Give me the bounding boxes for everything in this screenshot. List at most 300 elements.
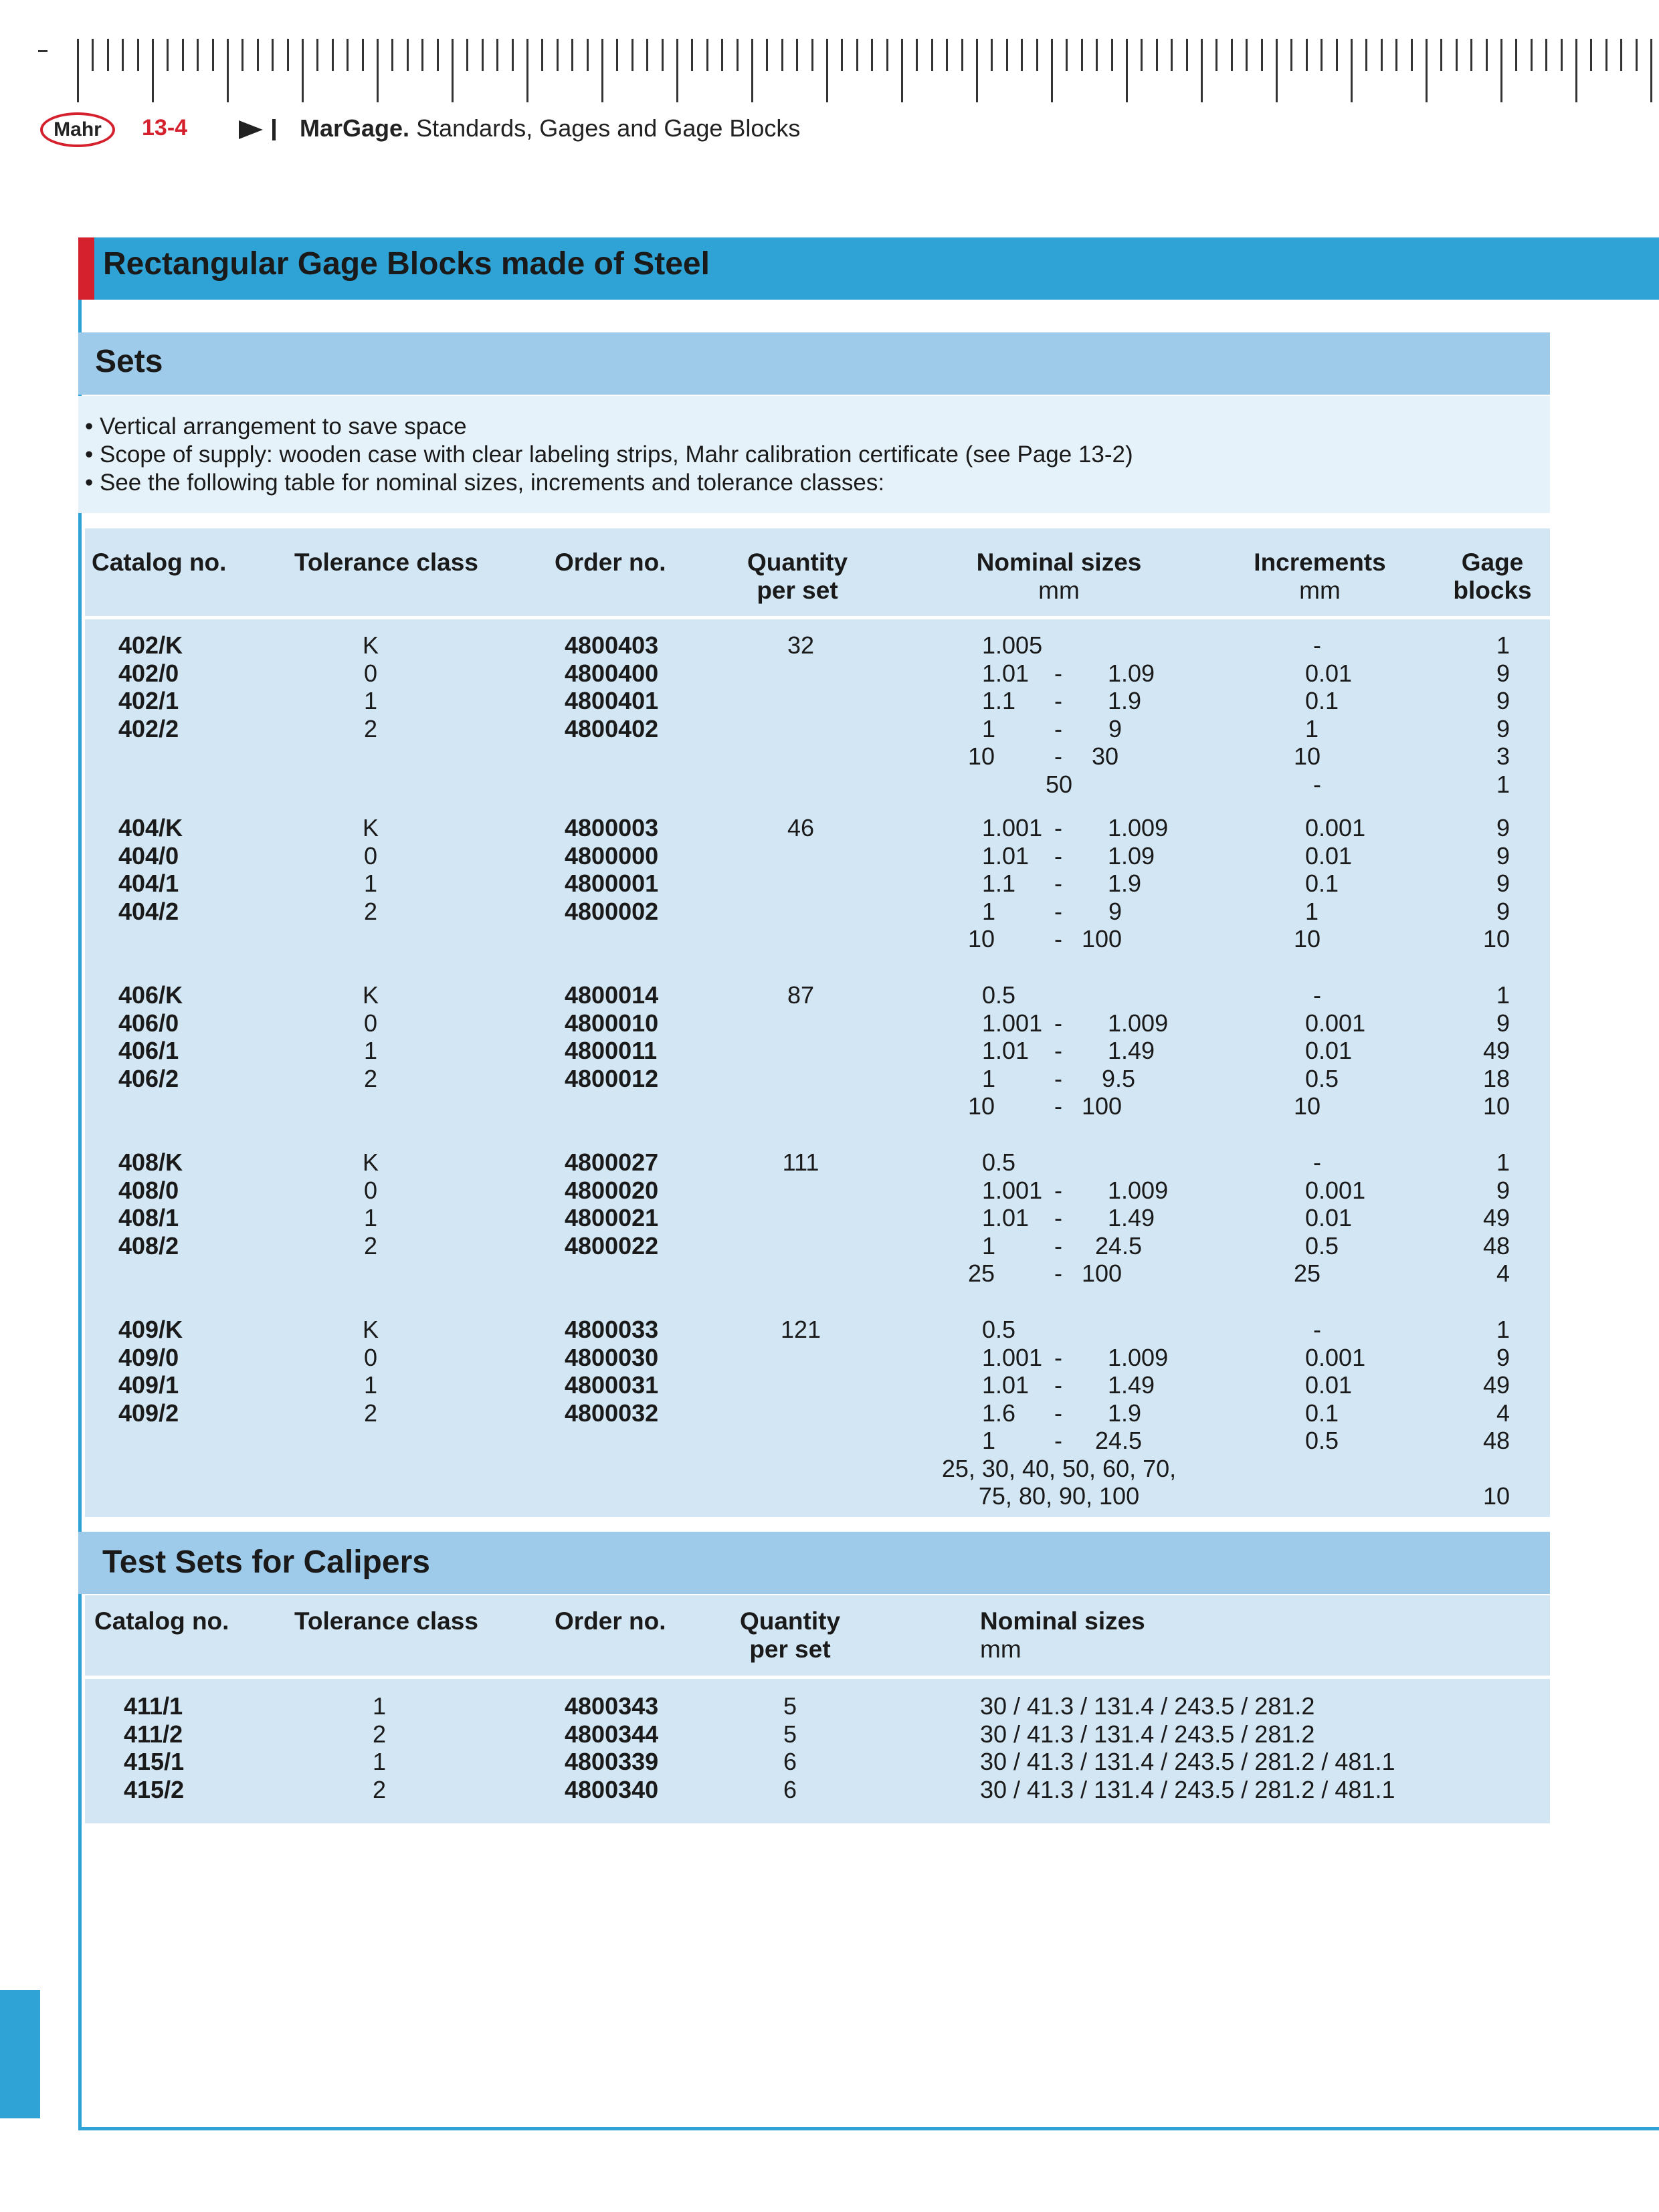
gage-block-count: 10 — [1482, 1482, 1510, 1510]
gage-block-count: 1 — [1496, 770, 1510, 798]
ruler-tick — [1261, 39, 1263, 71]
ruler-tick — [1171, 39, 1173, 71]
print-ruler — [77, 39, 1659, 102]
nominal-size-to: 9 — [1108, 897, 1123, 925]
range-dash: - — [1054, 1037, 1062, 1064]
ruler-tick — [1036, 39, 1038, 71]
tolerance-class: 0 — [363, 1009, 378, 1037]
tolerance-class: 2 — [363, 897, 378, 925]
tolerance-class: 0 — [363, 1176, 378, 1204]
increment: 0.1 — [1305, 1399, 1339, 1427]
order-no: 4800401 — [565, 687, 659, 714]
increment: 10 — [1294, 742, 1321, 770]
order-no: 4800021 — [565, 1204, 659, 1231]
nominal-size-from: 1.001 — [982, 1343, 1043, 1371]
ruler-tick — [1351, 39, 1353, 102]
range-dash: - — [1054, 1343, 1062, 1371]
gage-block-count: 1 — [1496, 1316, 1510, 1343]
ruler-tick — [437, 39, 439, 71]
ruler-tick — [1575, 39, 1577, 102]
range-dash: - — [1054, 841, 1062, 870]
catalog-no: 411/1 — [124, 1692, 183, 1720]
calipers-heading-bar — [78, 1532, 1550, 1594]
tolerance-class: 0 — [363, 659, 378, 687]
ruler-tick — [587, 39, 589, 71]
calipers-table-header — [85, 1595, 1550, 1676]
range-dash: - — [1054, 659, 1062, 687]
col-increments-label: Increments — [1254, 548, 1386, 576]
ruler-tick — [1636, 39, 1638, 71]
play-arrow-icon — [239, 120, 263, 139]
nominal-size-from: 1.001 — [982, 1176, 1043, 1204]
col-catalog: Catalog no. — [94, 1607, 229, 1635]
increment: 0.01 — [1305, 659, 1353, 687]
quantity-per-set: 5 — [783, 1692, 797, 1720]
gage-block-count: 48 — [1482, 1231, 1510, 1260]
catalog-no: 404/2 — [118, 897, 179, 925]
gage-block-count: 49 — [1482, 1037, 1510, 1064]
nominal-size-to: 1.9 — [1108, 1399, 1142, 1427]
range-dash: - — [1054, 1399, 1062, 1427]
ruler-tick — [766, 39, 768, 71]
ruler-tick — [1006, 39, 1008, 71]
sets-heading: Sets — [95, 344, 163, 379]
col-quantity-line1: Quantity — [739, 1607, 841, 1635]
nominal-size-to: 100 — [1082, 925, 1123, 952]
tolerance-class: 1 — [363, 1204, 378, 1231]
frame-left-border — [78, 237, 82, 2130]
range-dash: - — [1054, 925, 1062, 952]
title-accent — [78, 237, 94, 300]
nominal-size-from: 0.5 — [982, 1316, 1016, 1343]
ruler-tick — [152, 39, 154, 102]
gage-block-count: 1 — [1496, 631, 1510, 659]
range-dash: - — [1054, 1204, 1062, 1231]
ruler-tick — [931, 39, 933, 71]
catalog-no: 409/0 — [118, 1343, 179, 1371]
quantity-per-set: 46 — [787, 814, 815, 841]
ruler-tick — [1426, 39, 1428, 102]
page-title: Rectangular Gage Blocks made of Steel — [103, 246, 710, 282]
range-dash: - — [1054, 714, 1062, 742]
ruler-tick — [1051, 39, 1053, 102]
range-dash: - — [1054, 687, 1062, 714]
ruler-tick — [541, 39, 543, 71]
ruler-tick — [1440, 39, 1442, 71]
gage-block-count: 9 — [1496, 1176, 1510, 1204]
tolerance-class: 2 — [363, 714, 378, 742]
ruler-tick — [781, 39, 783, 71]
col-increments — [1254, 548, 1385, 605]
ruler-tick — [407, 39, 409, 71]
ruler-tick — [1486, 39, 1488, 71]
order-no: 4800003 — [565, 814, 659, 841]
gage-block-count: 1 — [1496, 1148, 1510, 1176]
ruler-tick — [631, 39, 633, 71]
tolerance-class: K — [362, 981, 379, 1009]
col-quantity — [747, 548, 848, 605]
gage-block-count: 4 — [1496, 1260, 1510, 1287]
ruler-tick — [77, 39, 79, 102]
gage-block-count: 9 — [1496, 687, 1510, 714]
sets-heading-bar — [78, 332, 1550, 395]
margin-dash — [38, 50, 47, 52]
ruler-tick — [601, 39, 603, 102]
range-dash: - — [1054, 870, 1062, 897]
nominal-size-from: 1 — [982, 1427, 996, 1454]
breadcrumb-subtitle: Standards, Gages and Gage Blocks — [416, 114, 801, 142]
nominal-size-from: 1 — [982, 1231, 996, 1260]
gage-block-count: 10 — [1482, 925, 1510, 952]
quantity-per-set: 87 — [787, 981, 815, 1009]
ruler-tick — [1215, 39, 1217, 71]
quantity-per-set: 6 — [783, 1748, 797, 1775]
ruler-tick — [1096, 39, 1098, 71]
range-dash: - — [1054, 1009, 1062, 1037]
tolerance-class: 2 — [372, 1720, 387, 1748]
tolerance-class: 2 — [363, 1231, 378, 1260]
ruler-tick — [886, 39, 888, 71]
title-bar — [78, 237, 1659, 300]
col-nominal — [980, 1607, 1145, 1664]
increment: 0.5 — [1305, 1231, 1339, 1260]
ruler-tick — [1111, 39, 1113, 71]
catalog-no: 404/0 — [118, 841, 179, 870]
ruler-tick — [1321, 39, 1323, 71]
order-no: 4800403 — [565, 631, 659, 659]
ruler-tick — [167, 39, 169, 71]
col-gage-line1: Gage — [1461, 548, 1524, 576]
ruler-tick — [916, 39, 918, 71]
mahr-logo: Mahr — [40, 112, 115, 147]
ruler-tick — [1381, 39, 1383, 71]
ruler-tick — [1531, 39, 1533, 71]
gage-block-count: 9 — [1496, 814, 1510, 841]
ruler-tick — [421, 39, 423, 71]
catalog-no: 402/1 — [118, 687, 179, 714]
ruler-tick — [302, 39, 304, 102]
catalog-no: 406/K — [118, 981, 183, 1009]
gage-block-count: 48 — [1482, 1427, 1510, 1454]
catalog-no: 406/2 — [118, 1064, 179, 1092]
nominal-size-from: 1.1 — [982, 870, 1016, 897]
ruler-tick — [466, 39, 468, 71]
col-tolerance: Tolerance class — [294, 548, 478, 576]
tolerance-class: 2 — [363, 1399, 378, 1427]
range-dash: - — [1054, 1371, 1062, 1399]
catalog-no: 408/1 — [118, 1204, 179, 1231]
col-order: Order no. — [555, 1607, 666, 1635]
ruler-tick — [512, 39, 514, 71]
sets-table-header — [85, 528, 1550, 616]
range-dash: - — [1054, 742, 1062, 770]
nominal-size-to: 1.009 — [1108, 814, 1169, 841]
ruler-tick — [526, 39, 528, 102]
nominal-sizes: 30 / 41.3 / 131.4 / 243.5 / 281.2 / 481.1 — [980, 1775, 1395, 1803]
order-no: 4800031 — [565, 1371, 659, 1399]
order-no: 4800343 — [565, 1692, 659, 1720]
increment: 0.1 — [1305, 870, 1339, 897]
tolerance-class: K — [362, 1316, 379, 1343]
ruler-tick — [1290, 39, 1292, 71]
ruler-tick — [482, 39, 484, 71]
ruler-tick — [1395, 39, 1397, 71]
nominal-size-from: 1.01 — [982, 1204, 1030, 1231]
nominal-size-from: 1.01 — [982, 659, 1030, 687]
ruler-tick — [751, 39, 753, 102]
ruler-tick — [871, 39, 873, 71]
ruler-tick — [1186, 39, 1188, 71]
ruler-tick — [391, 39, 393, 71]
ruler-tick — [841, 39, 843, 71]
ruler-tick — [496, 39, 498, 71]
nominal-size-to: 1.49 — [1108, 1037, 1155, 1064]
col-order: Order no. — [555, 548, 666, 576]
ruler-tick — [796, 39, 798, 71]
ruler-tick — [347, 39, 349, 71]
ruler-tick — [1231, 39, 1233, 71]
ruler-tick — [1470, 39, 1472, 71]
nominal-size: 50 — [1045, 770, 1073, 798]
gage-block-count: 49 — [1482, 1204, 1510, 1231]
increment: - — [1313, 631, 1321, 659]
col-quantity-line1: Quantity — [747, 548, 848, 576]
tolerance-class: K — [362, 1148, 379, 1176]
nominal-size-from: 10 — [968, 742, 995, 770]
col-quantity-line2: per set — [757, 577, 838, 604]
tolerance-class: 0 — [363, 841, 378, 870]
increment: 10 — [1294, 1092, 1321, 1120]
gage-block-count: 3 — [1496, 742, 1510, 770]
ruler-tick — [197, 39, 199, 71]
ruler-tick — [1456, 39, 1458, 71]
ruler-tick — [662, 39, 664, 71]
ruler-tick — [991, 39, 993, 71]
ruler-tick — [182, 39, 184, 71]
side-tab-marker — [0, 1990, 40, 2118]
order-no: 4800032 — [565, 1399, 659, 1427]
nominal-size: 25, 30, 40, 50, 60, 70, — [941, 1454, 1177, 1482]
nominal-size-from: 1 — [982, 1064, 996, 1092]
increment: 0.001 — [1305, 814, 1366, 841]
ruler-tick — [961, 39, 963, 71]
catalog-no: 404/K — [118, 814, 183, 841]
ruler-tick — [1561, 39, 1563, 71]
catalog-no: 411/2 — [124, 1720, 183, 1748]
ruler-tick — [691, 39, 693, 71]
ruler-tick — [362, 39, 364, 71]
ruler-tick — [1201, 39, 1203, 102]
ruler-tick — [737, 39, 739, 71]
nominal-size-to: 1.9 — [1108, 870, 1142, 897]
range-dash: - — [1054, 897, 1062, 925]
page-number: 13-4 — [142, 115, 188, 140]
nominal-size-to: 1.09 — [1108, 659, 1155, 687]
nominal-size-to: 1.09 — [1108, 841, 1155, 870]
col-tolerance: Tolerance class — [294, 1607, 478, 1635]
nominal-size-to: 30 — [1092, 742, 1119, 770]
catalog-no: 408/2 — [118, 1231, 179, 1260]
increment: 0.01 — [1305, 841, 1353, 870]
gage-block-count: 9 — [1496, 1009, 1510, 1037]
increment: - — [1313, 981, 1321, 1009]
nominal-size-from: 0.5 — [982, 1148, 1016, 1176]
ruler-tick — [1276, 39, 1278, 102]
nominal-size-from: 1.01 — [982, 1037, 1030, 1064]
nominal-size-to: 100 — [1082, 1260, 1123, 1287]
col-nominal-label: Nominal sizes — [980, 1607, 1145, 1635]
nominal-size-from: 10 — [968, 925, 995, 952]
ruler-tick — [1365, 39, 1367, 71]
order-no: 4800030 — [565, 1343, 659, 1371]
nominal-size-to: 100 — [1082, 1092, 1123, 1120]
range-dash: - — [1054, 1176, 1062, 1204]
ruler-tick — [122, 39, 124, 71]
nominal-size-to: 1.009 — [1108, 1343, 1169, 1371]
ruler-tick — [856, 39, 858, 71]
ruler-tick — [1306, 39, 1308, 71]
catalog-no: 404/1 — [118, 870, 179, 897]
tolerance-class: K — [362, 814, 379, 841]
catalog-no: 415/2 — [124, 1775, 185, 1803]
breadcrumb — [300, 114, 800, 142]
ruler-tick — [1066, 39, 1068, 71]
ruler-tick — [287, 39, 289, 71]
range-dash: - — [1054, 1064, 1062, 1092]
calipers-table-body — [85, 1679, 1550, 1823]
ruler-tick — [1141, 39, 1143, 71]
sets-bullet-list — [78, 396, 1550, 513]
ruler-tick — [1081, 39, 1083, 71]
increment: 0.5 — [1305, 1064, 1339, 1092]
nominal-size-from: 25 — [968, 1260, 995, 1287]
ruler-tick — [137, 39, 139, 71]
nominal-size-from: 1.6 — [982, 1399, 1016, 1427]
ruler-tick — [1126, 39, 1128, 102]
col-gage-blocks — [1453, 548, 1531, 605]
bullet-item: • See the following table for nominal sizes, increments and tolerance classes: — [85, 470, 885, 496]
ruler-tick — [1021, 39, 1023, 71]
ruler-tick — [1650, 39, 1652, 102]
nominal-size-to: 24.5 — [1095, 1231, 1143, 1260]
nominal-sizes: 30 / 41.3 / 131.4 / 243.5 / 281.2 / 481.1 — [980, 1748, 1395, 1775]
ruler-tick — [92, 39, 94, 71]
nominal-size-from: 1.01 — [982, 1371, 1030, 1399]
range-dash: - — [1054, 1427, 1062, 1454]
increment: 0.1 — [1305, 687, 1339, 714]
tolerance-class: 1 — [372, 1692, 387, 1720]
col-nominal-unit: mm — [1038, 577, 1080, 604]
col-nominal — [977, 548, 1142, 605]
ruler-tick — [557, 39, 559, 71]
increment: 10 — [1294, 925, 1321, 952]
ruler-tick — [1500, 39, 1502, 102]
catalog-no: 402/K — [118, 631, 183, 659]
increment: 1 — [1305, 897, 1319, 925]
nominal-size-to: 1.9 — [1108, 687, 1142, 714]
nominal-size-to: 1.49 — [1108, 1371, 1155, 1399]
tolerance-class: 2 — [363, 1064, 378, 1092]
ruler-tick — [452, 39, 454, 102]
ruler-tick — [332, 39, 334, 71]
tolerance-class: 1 — [363, 1371, 378, 1399]
catalog-no: 406/1 — [118, 1037, 179, 1064]
tolerance-class: K — [362, 631, 379, 659]
nominal-size-from: 1 — [982, 714, 996, 742]
nominal-sizes: 30 / 41.3 / 131.4 / 243.5 / 281.2 — [980, 1720, 1315, 1748]
nominal-size-from: 0.5 — [982, 981, 1016, 1009]
col-quantity-line2: per set — [749, 1635, 831, 1663]
nominal-sizes: 30 / 41.3 / 131.4 / 243.5 / 281.2 — [980, 1692, 1315, 1720]
order-no: 4800010 — [565, 1009, 659, 1037]
increment: 0.001 — [1305, 1176, 1366, 1204]
order-no: 4800344 — [565, 1720, 659, 1748]
col-nominal-label: Nominal sizes — [976, 548, 1142, 576]
nominal-size-from: 1.001 — [982, 1009, 1043, 1037]
gage-block-count: 9 — [1496, 714, 1510, 742]
nominal-size-from: 1.1 — [982, 687, 1016, 714]
ruler-tick — [241, 39, 243, 71]
quantity-per-set: 111 — [782, 1148, 819, 1176]
ruler-tick — [646, 39, 648, 71]
sets-table-body — [85, 619, 1550, 1517]
ruler-tick — [721, 39, 723, 71]
tolerance-class: 1 — [372, 1748, 387, 1775]
order-no: 4800400 — [565, 659, 659, 687]
ruler-tick — [1246, 39, 1248, 71]
nominal-size-to: 9.5 — [1102, 1064, 1136, 1092]
catalog-no: 406/0 — [118, 1009, 179, 1037]
separator-bar — [272, 119, 276, 140]
range-dash: - — [1054, 814, 1062, 841]
tolerance-class: 0 — [363, 1343, 378, 1371]
ruler-tick — [946, 39, 948, 71]
col-catalog: Catalog no. — [92, 548, 227, 576]
order-no: 4800402 — [565, 714, 659, 742]
ruler-tick — [826, 39, 828, 102]
nominal-size: 75, 80, 90, 100 — [978, 1482, 1140, 1510]
order-no: 4800020 — [565, 1176, 659, 1204]
col-nominal-unit: mm — [980, 1635, 1021, 1663]
nominal-size-from: 10 — [968, 1092, 995, 1120]
ruler-tick — [976, 39, 978, 102]
order-no: 4800027 — [565, 1148, 659, 1176]
increment: 0.001 — [1305, 1009, 1366, 1037]
increment: - — [1313, 1316, 1321, 1343]
ruler-tick — [1156, 39, 1158, 71]
ruler-tick — [676, 39, 678, 102]
order-no: 4800014 — [565, 981, 659, 1009]
gage-block-count: 9 — [1496, 841, 1510, 870]
increment: 1 — [1305, 714, 1319, 742]
ruler-tick — [257, 39, 259, 71]
order-no: 4800022 — [565, 1231, 659, 1260]
ruler-tick — [1590, 39, 1592, 71]
increment: 0.01 — [1305, 1037, 1353, 1064]
ruler-tick — [107, 39, 109, 71]
range-dash: - — [1054, 1231, 1062, 1260]
ruler-tick — [212, 39, 214, 71]
nominal-size-to: 1.009 — [1108, 1176, 1169, 1204]
ruler-tick — [811, 39, 813, 71]
gage-block-count: 49 — [1482, 1371, 1510, 1399]
brand-name: MarGage. — [300, 114, 410, 142]
catalog-no: 409/2 — [118, 1399, 179, 1427]
catalog-no: 409/1 — [118, 1371, 179, 1399]
frame-bottom-border — [78, 2127, 1659, 2130]
catalog-no: 409/K — [118, 1316, 183, 1343]
ruler-tick — [1605, 39, 1607, 71]
